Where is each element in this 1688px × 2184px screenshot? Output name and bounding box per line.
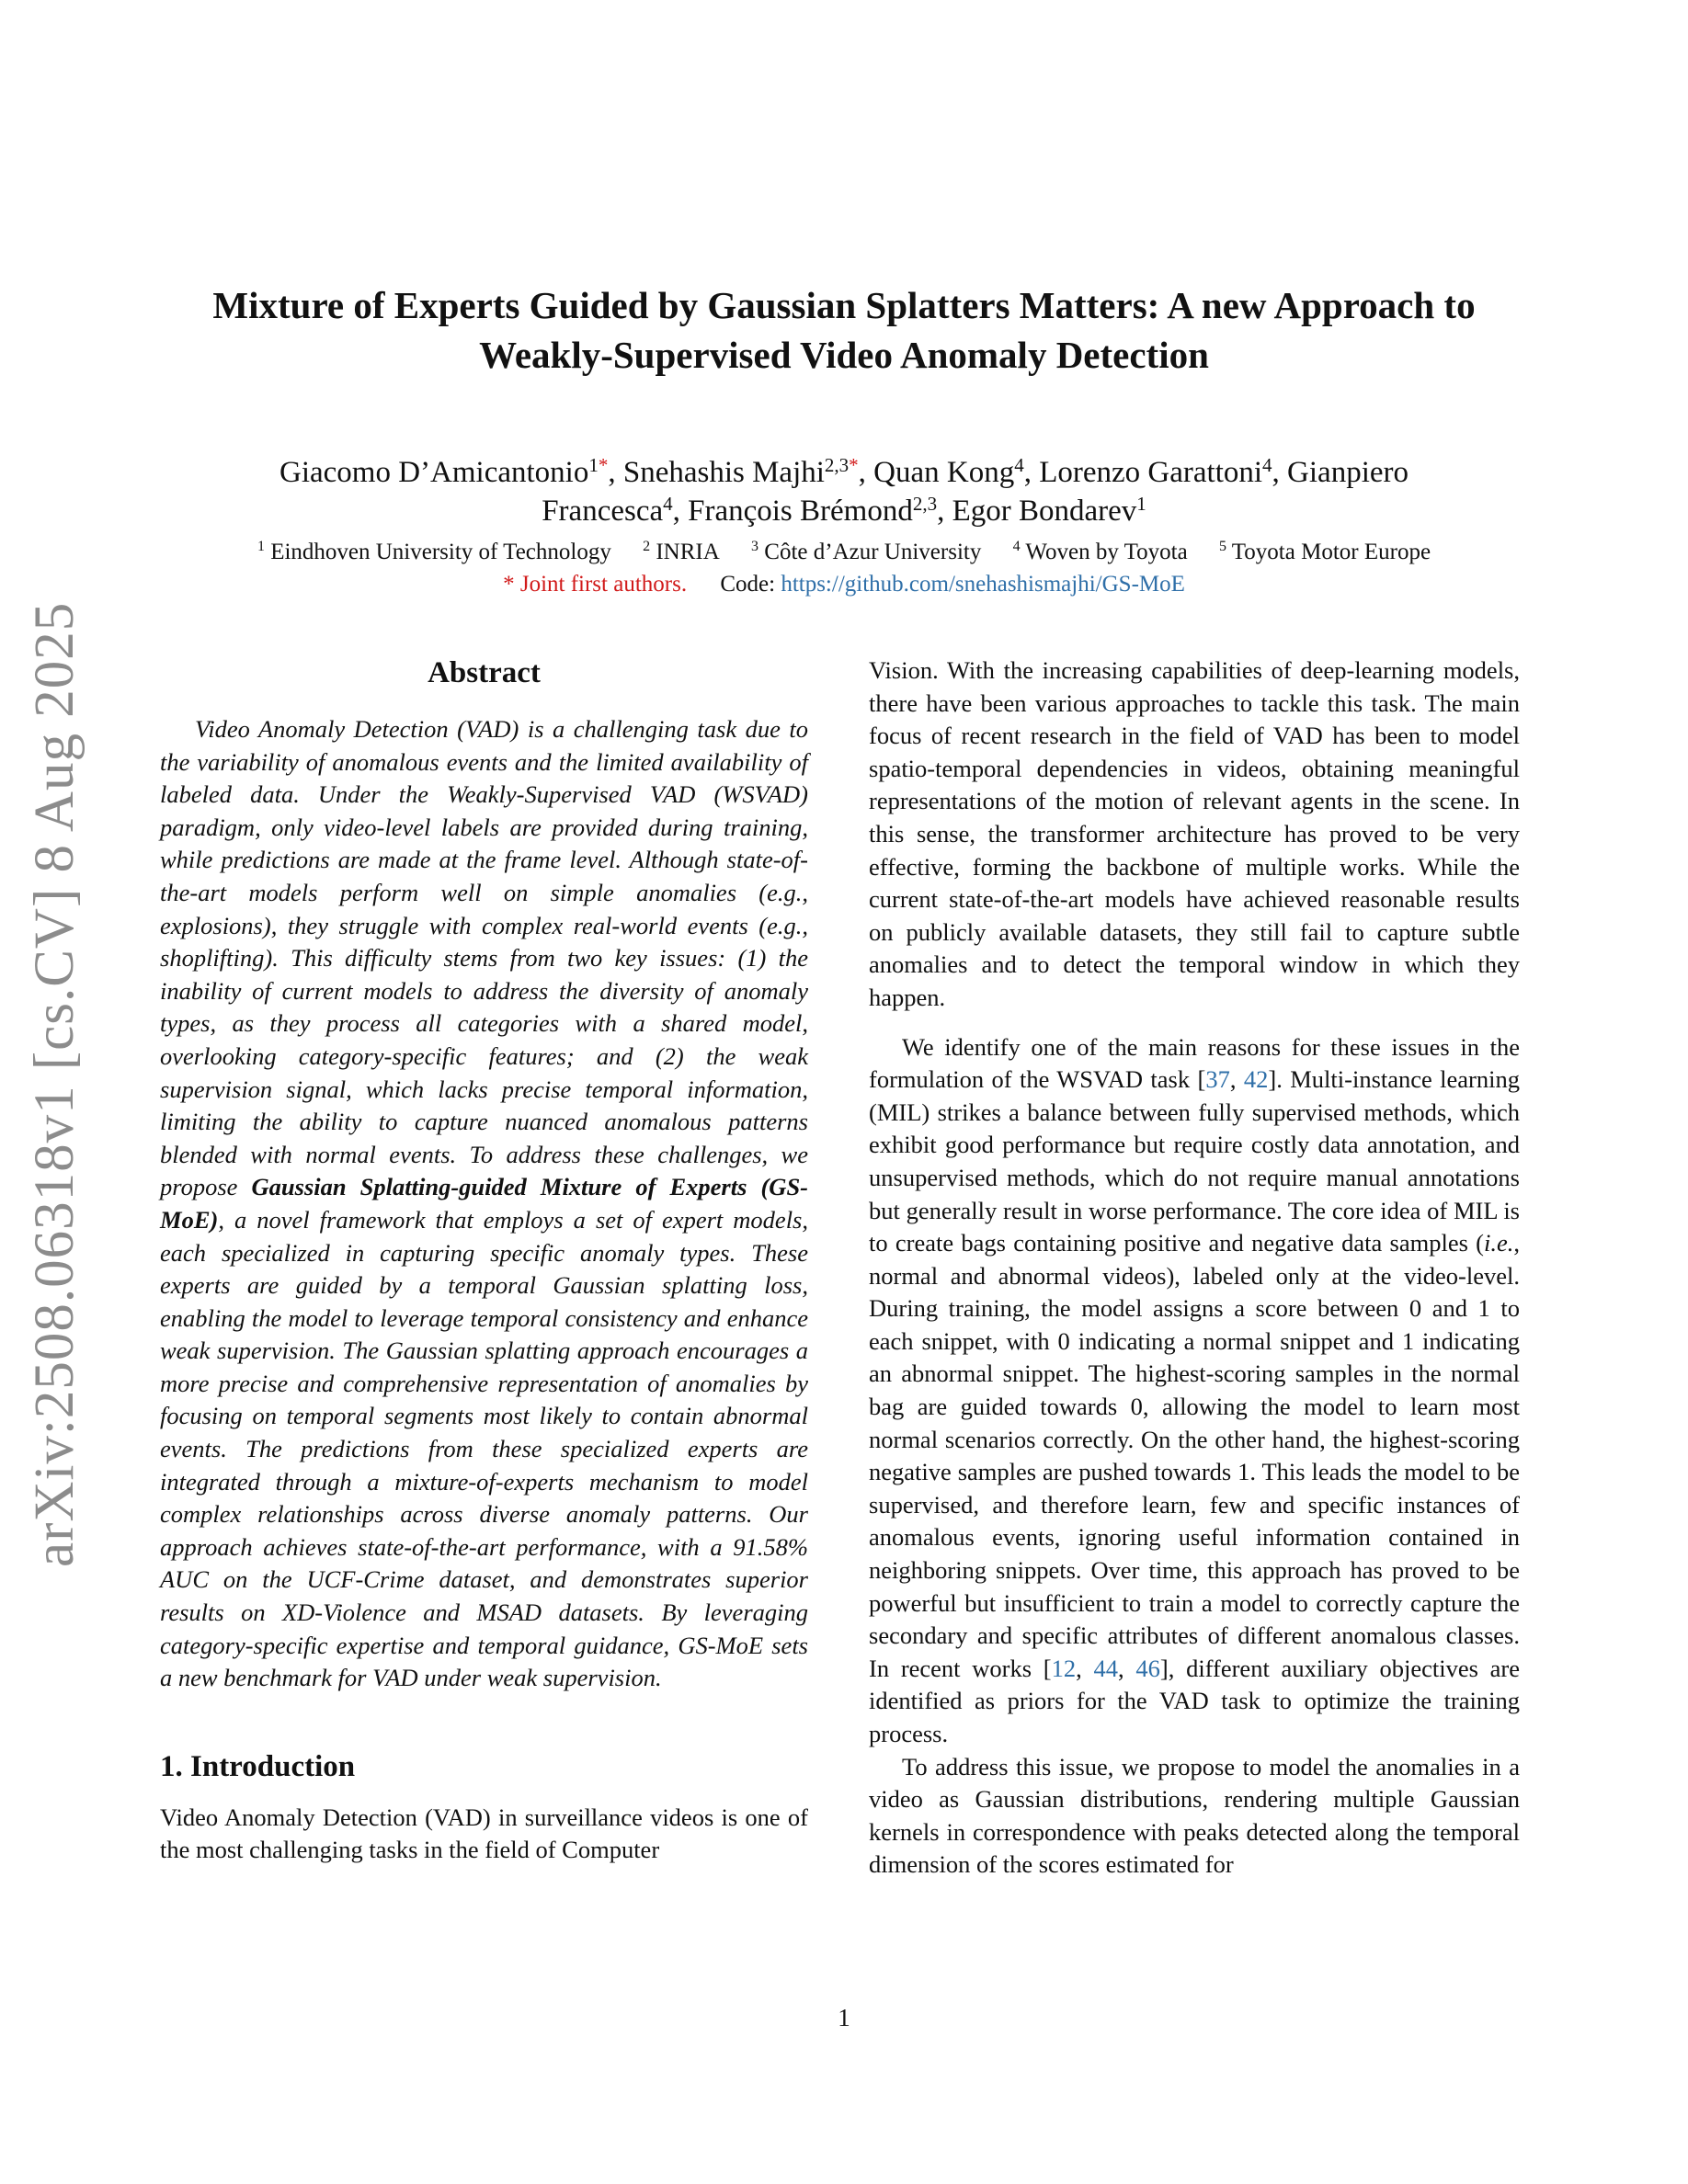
citation-separator: , — [1076, 1654, 1094, 1682]
author-notes — [138, 570, 1550, 599]
affiliation-number: 3 — [751, 539, 759, 554]
affiliation-name: Toyota Motor Europe — [1231, 540, 1431, 564]
abstract-text-part-1: Video Anomaly Detection (VAD) is a challenging task due to the variability of anomalous events and the limited availability of labeled data. Under the Weakly-Supervised VAD (WSVAD) paradigm, only video-level labels are provided during training, while predictions are made at the frame level. Although state-of-the-art models perform well on simple anomalies (e.g., explosions), they struggle with complex real-world events (e.g., shoplifting). This difficulty stems from two key issues: (1) the inability of current models to address the diversity of anomaly types, as they process all categories with a shared model, overlooking category-specific features; and (2) the weak supervision signal, which lacks precise temporal information, limiting the ability to capture nuanced anomalous patterns blended with normal events. To address these challenges, we propose — [160, 715, 808, 1201]
author-affiliation-sup: 1 — [1136, 493, 1146, 515]
introduction-paragraph-1-start: Video Anomaly Detection (VAD) in surveillance videos is one of the most challenging tasks in the field of Computer — [160, 1803, 808, 1864]
author-line-1: Giacomo D’Amicantonio$^{1*}$, Snehashis Majhi$^{2,3*}$, Quan Kong$^4$, Lorenzo Garattoni$^4$, Gianpiero — [279, 454, 1409, 489]
citation-link[interactable]: 44 — [1093, 1654, 1118, 1682]
introduction-paragraph-2 — [869, 1031, 1520, 1751]
affiliation-name: Côte d’Azur University — [764, 540, 982, 564]
right-column — [869, 654, 1520, 1882]
abstract-text-part-2: , a novel framework that employs a set of expert models, each specialized in capturing specific anomaly types. These experts are guided by a temporal Gaussian splatting loss, enabling the model to leverage temporal consistency and enhance weak supervision. The Gaussian splatting approach encourages a more precise and comprehensive representation of anomalies by focusing on temporal segments most likely to contain abnormal events. The predictions from these specialized experts are integrated through a mixture-of-experts mechanism to model complex relationships across diverse anomaly patterns. Our approach achieves state-of-the-art performance, with a 91.58% AUC on the UCF-Crime dataset, and demonstrates superior results on XD-Violence and MSAD datasets. By leveraging category-specific expertise and temporal guidance, GS-MoE sets a new benchmark for VAD under weak supervision. — [160, 1205, 808, 1692]
code-label: Code: — [720, 572, 776, 597]
author-list — [138, 453, 1550, 530]
author-affiliation-sup: 2,3 — [912, 493, 938, 515]
introduction-paragraph-3: To address this issue, we propose to model the anomalies in a video as Gaussian distributions, rendering multiple Gaussian kernels in correspondence with peaks detected along the temporal dimension of the scores estimated for — [869, 1752, 1520, 1879]
affiliation-list — [138, 538, 1550, 567]
introduction-heading: 1. Introduction — [160, 1749, 356, 1783]
affiliation-number: 1 — [257, 539, 265, 554]
joint-author-star: * — [849, 454, 859, 476]
author-name-part: Francesca — [542, 495, 664, 528]
author-affiliation-sup: 4 — [1262, 454, 1272, 476]
code-repository-link[interactable]: https://github.com/snehashismajhi/GS-MoE — [781, 572, 1185, 597]
author-affiliation-sup: 4 — [663, 493, 673, 515]
paragraph-text: ], different auxiliary objectives are identified as priors for the VAD task to optimize the training process. — [869, 1654, 1521, 1747]
author-name: Egor Bondarev — [952, 495, 1137, 528]
citation-separator: , — [1118, 1654, 1136, 1682]
abstract-heading: Abstract — [428, 656, 541, 689]
page-number: 1 — [838, 2004, 850, 2031]
affiliation-item — [751, 540, 981, 564]
citation-link[interactable]: 37 — [1205, 1065, 1230, 1094]
joint-first-authors-note: * Joint first authors. — [503, 572, 688, 597]
author-affiliation-sup: 1 — [588, 454, 599, 476]
italic-abbreviation: i.e. — [1484, 1229, 1514, 1257]
method-name: Gaussian Splatting-guided Mixture of Experts (GS-MoE) — [160, 1173, 809, 1234]
author-name: Snehashis Majhi — [622, 456, 825, 489]
introduction-paragraph-1-continued: Vision. With the increasing capabilities of deep-learning models, there have been various approaches to tackle this task. The main focus of recent research in the field of VAD has been to model spatio-temporal dependencies in videos, obtaining meaningful representations of the motion of relevant agents in the scene. In this sense, the transformer architecture has proved to be very effective, forming the backbone of multiple works. While the current state-of-the-art models have achieved reasonable results on publicly available datasets, they still fail to capture subtle anomalies and to detect the temporal window in which they happen. — [869, 656, 1520, 1011]
affiliation-number: 4 — [1012, 539, 1021, 554]
affiliation-item — [643, 540, 720, 564]
abstract-body — [160, 713, 808, 1695]
author-line-2: Francesca$^4$, François Brémond$^{2,3}$, Egor Bondarev$^1$ — [542, 493, 1146, 528]
author-name-part: Gianpiero — [1287, 456, 1409, 489]
affiliation-item — [1219, 540, 1431, 564]
paragraph-text: , normal and abnormal videos), labeled only at the video-level. During training, the model assigns a score between 0 and 1 to each snippet, with 0 indicating a normal snippet and 1 indicating an abnormal snippet. The highest-scoring samples in the normal bag are guided towards 0, allowing the model to learn most normal scenarios correctly. On the other hand, the highest-scoring negative samples are pushed towards 1. This leads the model to be supervised, and therefore learn, few and specific instances of anomalous events, ignoring useful information contained in neighboring snippets. Over time, this approach has proved to be powerful but insufficient to train a model to correctly capture the secondary and specific attributes of different anomalous classes. In recent works [ — [869, 1229, 1520, 1682]
author-name: Lorenzo Garattoni — [1039, 456, 1263, 489]
author-affiliation-sup: 4 — [1014, 454, 1024, 476]
author-affiliation-sup: 2,3 — [824, 454, 850, 476]
title-line-2: Weakly-Supervised Video Anomaly Detection — [479, 334, 1209, 376]
affiliation-number: 2 — [643, 539, 651, 554]
affiliation-item — [1013, 540, 1188, 564]
author-name: François Brémond — [688, 495, 913, 528]
paper-title — [138, 280, 1550, 380]
affiliation-name: Woven by Toyota — [1025, 540, 1188, 564]
citation-link[interactable]: 12 — [1051, 1654, 1077, 1682]
paragraph-text: We identify one of the main reasons for these issues in the formulation of the WSVAD task [ — [869, 1032, 1520, 1094]
citation-link[interactable]: 42 — [1243, 1065, 1269, 1094]
citation-separator: , — [1229, 1065, 1244, 1094]
title-line-1: Mixture of Experts Guided by Gaussian Splatters Matters: A new Approach to — [212, 284, 1476, 326]
citation-link[interactable]: 46 — [1135, 1654, 1160, 1682]
author-name: Quan Kong — [873, 456, 1015, 489]
paragraph-text: ]. Multi-instance learning (MIL) strikes a balance between fully supervised methods, which exhibit good performance but require costly data annotation, and unsupervised methods, which do not require manual annotations but generally result in worse performance. The core idea of MIL is to create bags containing positive and negative data samples ( — [869, 1065, 1520, 1257]
joint-author-star: * — [598, 454, 609, 476]
affiliation-item — [257, 540, 611, 564]
affiliation-number: 5 — [1218, 539, 1226, 554]
author-name: Giacomo D’Amicantonio — [279, 456, 589, 489]
affiliation-name: INRIA — [656, 540, 720, 564]
left-column — [160, 654, 808, 1867]
affiliation-name: Eindhoven University of Technology — [270, 540, 611, 564]
arxiv-identifier-stamp: arXiv:2508.06318v1 [cs.CV] 8 Aug 2025 — [24, 601, 86, 1567]
